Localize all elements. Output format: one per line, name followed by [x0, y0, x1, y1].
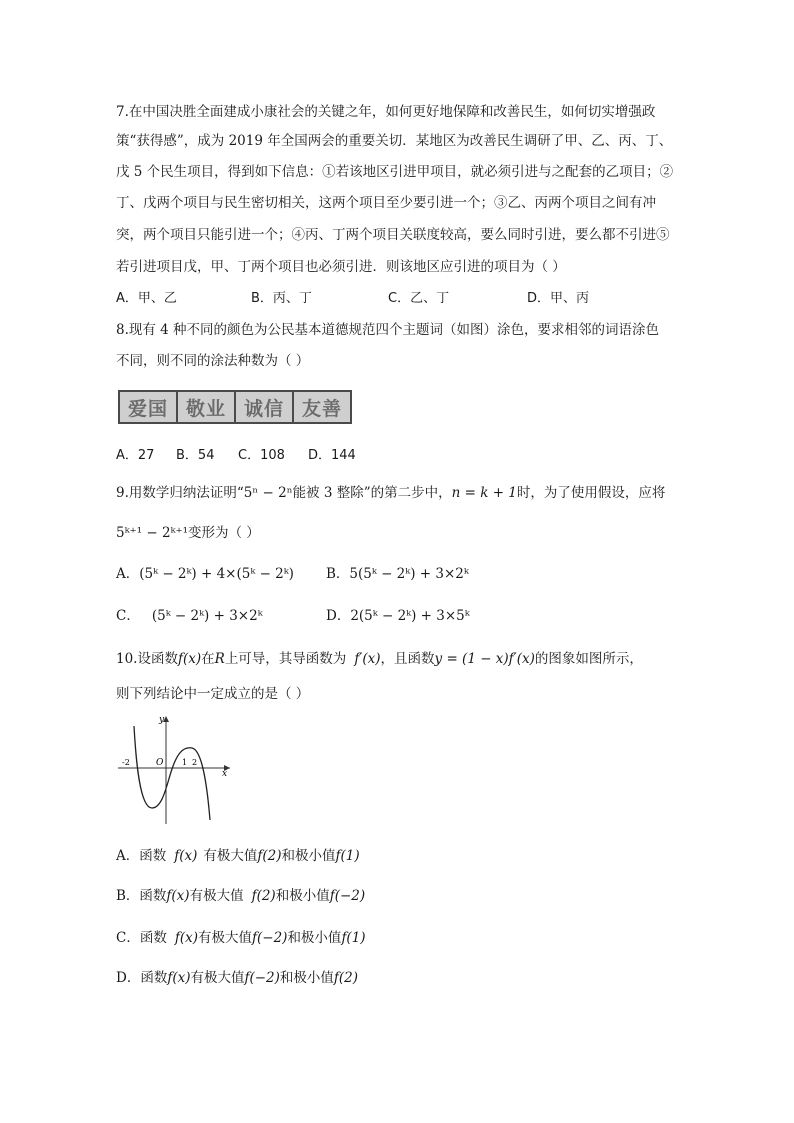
q8-line: 不同，则不同的涂法种数为（ ）: [116, 353, 310, 369]
q8-line: 8.现有 4 种不同的颜色为公民基本道德规范四个主题词（如图）涂色，要求相邻的词语涂色: [116, 322, 660, 338]
derivative-graph-figure: [116, 712, 234, 827]
q10-text: 的图象如图所示，: [534, 651, 643, 667]
banner-word: 诚信: [236, 392, 294, 422]
option-text: 和极小值: [281, 848, 336, 864]
option-math: f(−2): [252, 930, 288, 946]
q9-math: 5ⁿ − 2ⁿ: [243, 485, 293, 501]
option-math: f(2): [333, 970, 359, 986]
q9-line-1: [116, 482, 665, 504]
option-math: (5ᵏ − 2ᵏ) + 4×(5ᵏ − 2ᵏ): [139, 566, 294, 582]
q10-math: f′(x): [354, 651, 381, 667]
option-label: C．: [116, 608, 140, 624]
q7-option-b: B．丙、丁: [251, 291, 312, 306]
option-label: A．函数: [116, 848, 167, 864]
option-label: B．函数: [116, 888, 167, 904]
q10-option-a: [116, 846, 360, 866]
option-math: f(−2): [244, 970, 280, 986]
option-label: D．: [326, 608, 351, 624]
q9-text: 能被 3 整除”的第二步中，: [292, 485, 452, 501]
q10-math: R: [214, 651, 225, 667]
q9-option-a: [116, 564, 294, 584]
option-math: f(x): [166, 888, 190, 904]
tick-label: -2: [122, 758, 130, 767]
q9-text: 变形为（ ）: [188, 525, 260, 541]
q10-line-2: 则下列结论中一定成立的是（ ）: [116, 686, 310, 702]
option-math: 5(5ᵏ − 2ᵏ) + 3×2ᵏ: [349, 566, 469, 582]
q8-option-a: A．27: [116, 448, 155, 463]
option-label: D．函数: [116, 970, 168, 986]
q10-text: 在: [201, 651, 215, 667]
origin-label: O: [156, 758, 164, 768]
q7-option-a: A．甲、乙: [116, 291, 177, 306]
q7-line: 突，两个项目只能引进一个；④丙、丁两个项目关联度较高，要么同时引进，要么都不引进⑤: [116, 227, 670, 243]
option-label: A．: [116, 566, 140, 582]
q9-line-2: [116, 522, 260, 544]
option-math: f(2): [257, 848, 282, 864]
banner-word: 友善: [294, 392, 350, 422]
option-text: 和极小值: [279, 970, 334, 986]
option-math: f(x): [174, 848, 198, 864]
q9-option-b: [326, 564, 469, 584]
q7-option-d: D．甲、丙: [527, 291, 590, 306]
option-text: 有极大值: [203, 848, 258, 864]
q10-line-1: [116, 648, 643, 670]
option-text: 有极大值: [190, 970, 245, 986]
tick-label: 2: [192, 758, 198, 767]
banner-word: 敬业: [178, 392, 236, 422]
option-label: B．: [326, 566, 350, 582]
q10-text: 10.设函数: [116, 651, 178, 667]
q10-option-b: [116, 886, 365, 906]
q9-math: n = k + 1: [451, 485, 517, 501]
q10-option-d: [116, 968, 358, 988]
option-math: (5ᵏ − 2ᵏ) + 3×2ᵏ: [151, 608, 263, 624]
q7-line: 策“获得感”，成为 2019 年全国两会的重要关切．某地区为改善民生调研了甲、乙、丙、丁、: [116, 133, 673, 149]
q9-option-c: [116, 606, 263, 626]
option-text: 和极小值: [275, 888, 330, 904]
q10-text: 上可导，其导函数为: [224, 651, 347, 667]
option-math: 2(5ᵏ − 2ᵏ) + 3×5ᵏ: [350, 608, 470, 624]
option-math: f(1): [335, 848, 360, 864]
option-text: 和极小值: [287, 930, 342, 946]
q7-line: 丁、戊两个项目与民生密切相关，这两个项目至少要引进一个；③乙、丙两个项目之间有冲: [116, 195, 656, 211]
option-math: f(2): [251, 888, 276, 904]
q9-option-d: [326, 606, 470, 626]
curve: [134, 726, 210, 820]
option-text: 有极大值: [189, 888, 244, 904]
option-math: f(1): [341, 930, 366, 946]
option-text: 有极大值: [198, 930, 252, 946]
q10-option-c: [116, 928, 366, 948]
option-math: f(x): [174, 930, 198, 946]
x-label: x: [222, 769, 228, 779]
q9-text: 9.用数学归纳法证明“: [116, 485, 244, 501]
q9-text: 时，为了使用假设，应将: [516, 485, 666, 501]
tick-label: 1: [182, 758, 188, 767]
moral-keywords-figure: [118, 390, 352, 424]
q10-text: ，且函数: [380, 651, 435, 667]
q10-math: y = (1 − x)f′(x): [434, 651, 535, 667]
q8-option-b: B．54: [176, 448, 215, 463]
q7-line: 戊 5 个民生项目，得到如下信息：①若该地区引进甲项目，就必须引进与之配套的乙项目；②: [116, 164, 674, 180]
q7-line: 7.在中国决胜全面建成小康社会的关键之年，如何更好地保障和改善民生，如何切实增强政: [116, 104, 656, 120]
q10-math: f(x): [177, 651, 202, 667]
q8-option-c: C．108: [238, 448, 285, 463]
option-math: f(−2): [329, 888, 366, 904]
banner-word: 爱国: [120, 392, 178, 422]
q7-option-c: C．乙、丁: [388, 291, 450, 306]
y-label: y: [159, 715, 165, 725]
q8-option-d: D．144: [308, 448, 356, 463]
q7-line: 若引进项目戊，甲、丁两个项目也必须引进．则该地区应引进的项目为（ ）: [116, 259, 566, 275]
q9-math: 5ᵏ⁺¹ − 2ᵏ⁺¹: [116, 525, 188, 541]
option-math: f(x): [167, 970, 191, 986]
option-label: C．函数: [116, 930, 167, 946]
